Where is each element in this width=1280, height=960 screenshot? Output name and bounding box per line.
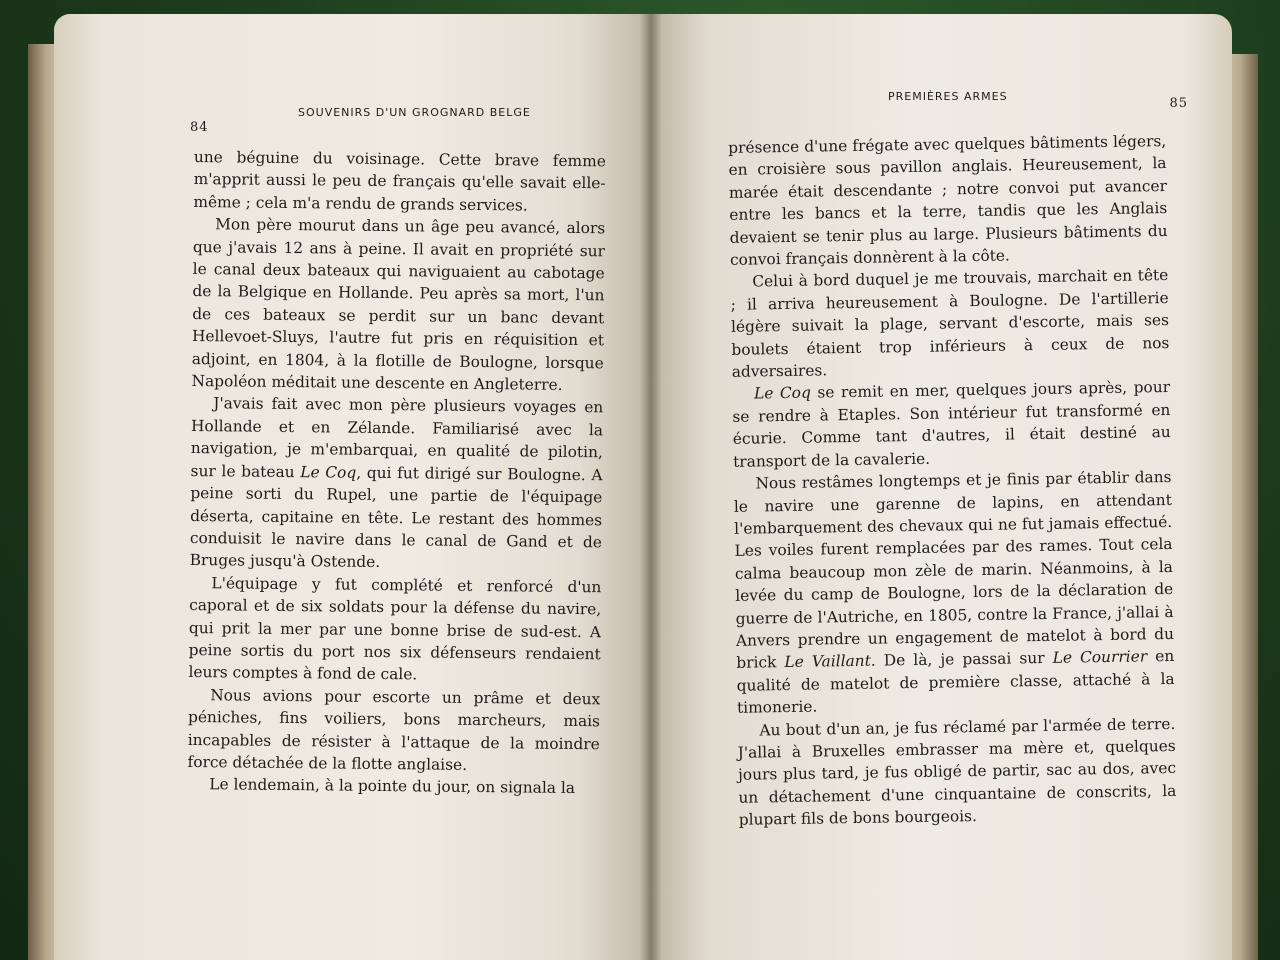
right-page bbox=[650, 14, 1232, 960]
paragraph-text: en qualité de matelot de première classe, attaché à la timonerie. bbox=[736, 647, 1175, 717]
open-book bbox=[28, 14, 1258, 960]
left-page bbox=[54, 14, 650, 960]
paragraph bbox=[190, 392, 604, 576]
paragraph: Nous avions pour escorte un prâme et deux péniches, fins voiliers, bons marcheurs, mais incapables de résister à l'attaque de la moindre force détachée de la flotte anglaise. bbox=[187, 685, 601, 774]
paragraph-text: . De là, je passai sur bbox=[870, 649, 1045, 671]
paragraph: L'équipage y fut complété et renforcé d'un caporal et de six soldats pour la défense du navire, qui prit la mer par une bonne brise de sud-est. A peine sortis du port nos six défenseurs rendaient leurs comptes à fond de cale. bbox=[188, 573, 602, 684]
page-number-84: 84 bbox=[190, 120, 209, 135]
paragraph: Au bout d'un an, je fus réclamé par l'armée de terre. J'allai à Bruxelles embrasser ma mère et, quelques jours plus tard, je fus obligé de partir, sac au dos, avec un détachement d'une cinquantaine de conscrits, la plupart fils de bons bourgeois. bbox=[737, 714, 1177, 829]
ship-name-italic: Le Coq bbox=[300, 462, 357, 482]
paragraph: Celui à bord duquel je me trouvais, marchait en tête ; il arriva heureusement à Boulogne. De l'artillerie légère suivait la plage, servant d'escorte, mais ses boulets étaient trop inférieurs à ceux de nos adversaires. bbox=[730, 266, 1170, 381]
right-running-head bbox=[728, 90, 1188, 130]
paragraph-text: Nous restâmes longtemps et je finis par établir dans le navire une garenne de lapins, en attendant l'embarquement des chevaux qui ne fut jamais effectué. Les voiles furent remplacées par des rames. Tout cela calma beaucoup mon zèle de marin. Néanmoins, à la levée du camp de Boulogne, lors de la déclaration de guerre de l'Autriche, en 1805, contre la France, j'allai à Anvers prendre un engagement de matelot à bord du brick bbox=[733, 468, 1175, 673]
chapter-title-header: PREMIÈRES ARMES bbox=[888, 90, 1008, 103]
paragraph: une béguine du voisinage. Cette brave femme m'apprit aussi le peu de français qu'elle savait elle-même ; cela m'a rendu de grands services. bbox=[193, 147, 606, 215]
paragraph: Mon père mourut dans un âge peu avancé, alors que j'avais 12 ans à peine. Il avait en propriété sur le canal deux bateaux qui naviguaient au cabotage de la Belgique en Hollande. Peu après sa mort, l'un de ces bateaux se perdit sur un banc devant Hellevoet-Sluys, l'autre fut pris en réquisition et adjoint, en 1804, à la flotille de Boulogne, lorsque Napoléon méditait une descente en Angleterre. bbox=[191, 215, 606, 394]
paragraph: Le lendemain, à la pointe du jour, on signala la bbox=[209, 775, 576, 798]
paragraph: présence d'une frégate avec quelques bâtiments légers, en croisière sous pavillon anglais. Heureusement, la marée était descendante ; notre convoi put avancer entre les bancs et la terre, tandis que les Anglais devaient se tenir plus au large. Plusieurs bâtiments du convoi français donnèrent à la côte. bbox=[728, 131, 1168, 269]
paragraph bbox=[733, 466, 1175, 719]
paragraph-text: J'avais fait avec mon père plusieurs voyages en Hollande et en Zélande. Familiarisé avec la navigation, je m'embarquai, en qualité de pilotin, sur le bateau bbox=[190, 394, 604, 481]
left-page-text bbox=[187, 146, 606, 800]
right-page-text bbox=[728, 130, 1177, 831]
left-running-head bbox=[190, 106, 606, 146]
ship-name-italic: Le Courrier bbox=[1052, 647, 1148, 668]
page-number-85: 85 bbox=[1169, 96, 1188, 111]
paragraph-text: se remit en mer, quelques jours après, pour se rendre à Etaples. Son intérieur fut transformé en écurie. Comme tant d'autres, il était destiné au transport de la cavalerie. bbox=[732, 378, 1171, 471]
book-title-header: SOUVENIRS D'UN GROGNARD BELGE bbox=[298, 106, 531, 119]
ship-name-italic: Le Vaillant bbox=[784, 652, 871, 672]
paragraph bbox=[732, 376, 1171, 472]
book-gutter bbox=[640, 14, 662, 960]
ship-name-italic: Le Coq bbox=[753, 384, 811, 403]
paragraph-text: , qui fut dirigé sur Boulogne. A peine sorti du Rupel, une partie de l'équipage déserta, capitaine en tête. Le restant des hommes conduisit le navire dans le canal de Gand et de Bruges jusqu'à Ostende. bbox=[189, 463, 603, 572]
